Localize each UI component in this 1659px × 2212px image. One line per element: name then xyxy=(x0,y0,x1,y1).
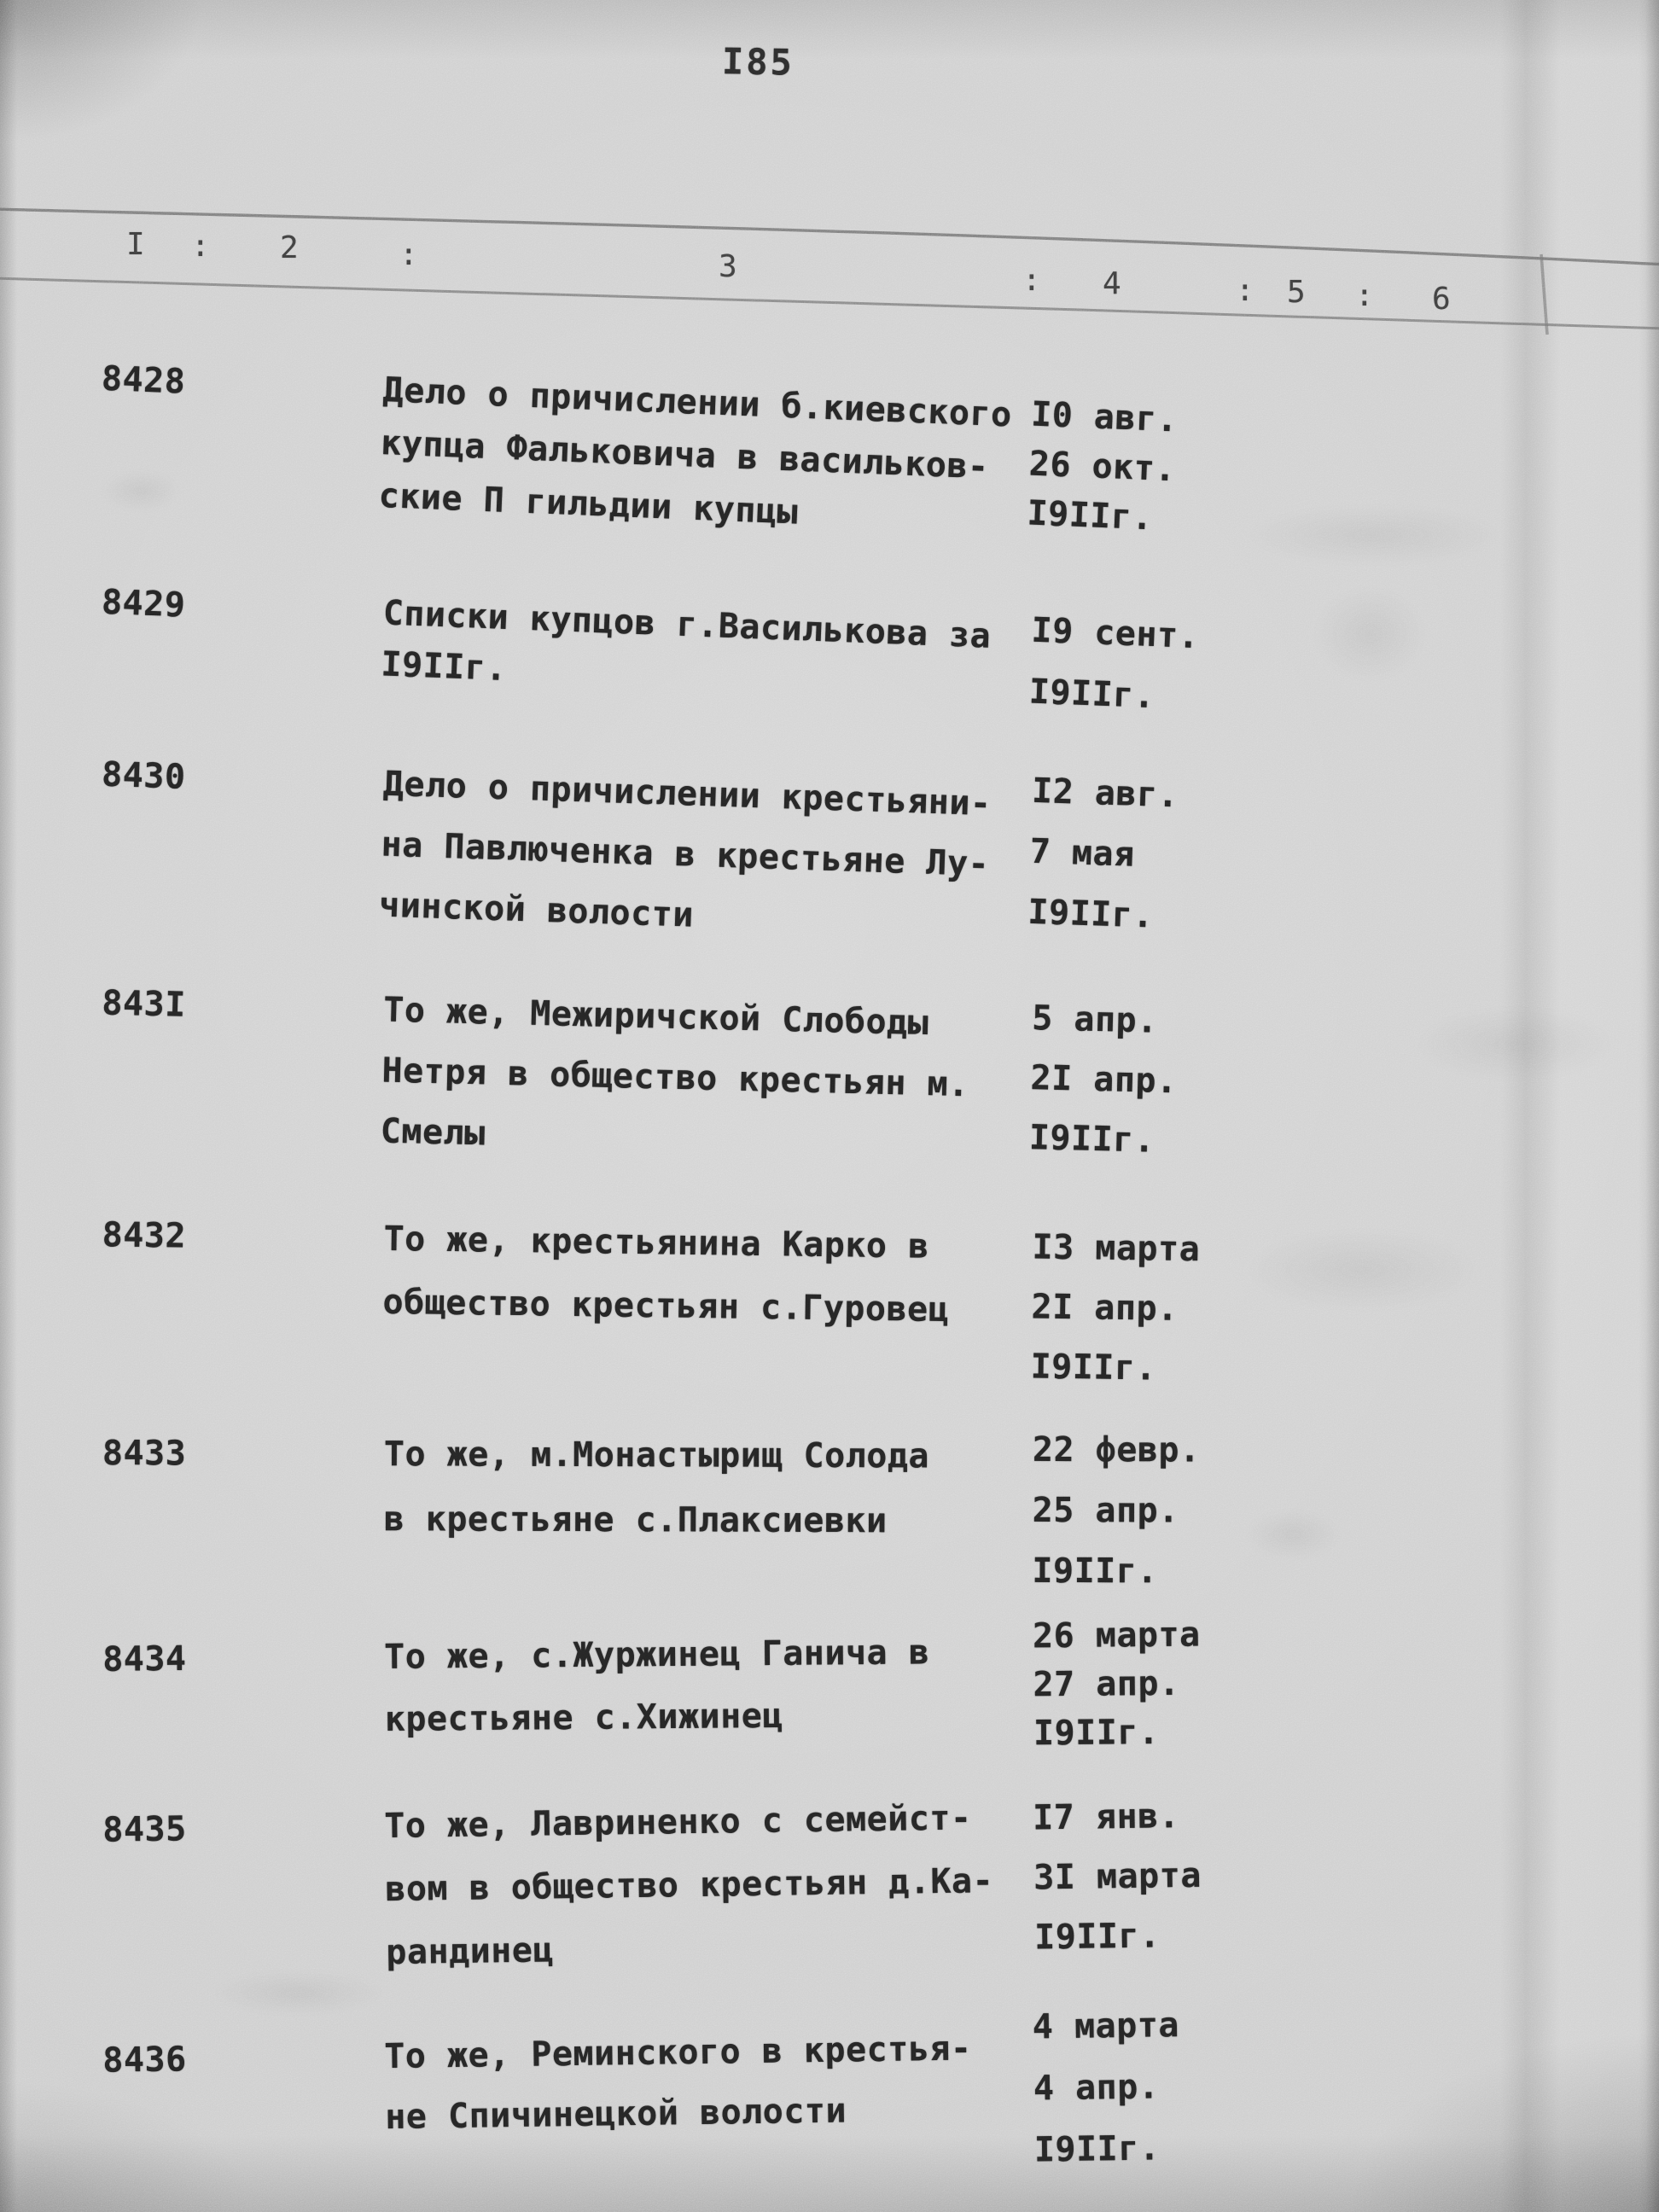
column-separator: : xyxy=(399,237,418,272)
bleedthrough-smudge xyxy=(213,1971,384,2014)
date-line: 2I апр. xyxy=(1030,1058,1179,1102)
file-description xyxy=(383,1435,929,1566)
date-line: I9IIг. xyxy=(1028,1118,1155,1161)
column-header-1: I xyxy=(126,227,145,262)
bleedthrough-smudge xyxy=(1314,587,1425,681)
file-description xyxy=(378,765,992,967)
bleedthrough-smudge xyxy=(102,471,179,510)
date-line: 4 апр. xyxy=(1033,2067,1160,2109)
description-line: То же, м.Монастырищ Солода xyxy=(383,1435,930,1476)
table-row xyxy=(85,1790,1587,1973)
date-line: 5 апр. xyxy=(1031,998,1159,1041)
date-line: I9IIг. xyxy=(1026,493,1154,538)
description-line: Списки купцов г.Василькова за xyxy=(381,593,992,656)
table-row xyxy=(85,1615,1587,1754)
description-line: То же, с.Журжинец Ганича в xyxy=(383,1633,930,1677)
bleedthrough-smudge xyxy=(1246,505,1502,565)
description-line: I9IIг. xyxy=(380,644,508,690)
file-number: 8434 xyxy=(102,1639,187,1679)
column-header-5: 5 xyxy=(1287,275,1306,310)
date-line: I9 сент. xyxy=(1030,610,1201,657)
column-header-3: 3 xyxy=(719,249,737,284)
file-dates xyxy=(1033,1796,1203,1978)
page-number: I85 xyxy=(721,40,795,84)
file-description xyxy=(384,1798,995,1996)
column-header-2: 2 xyxy=(280,230,299,265)
file-dates xyxy=(1030,1227,1201,1409)
date-line: 4 марта xyxy=(1032,2005,1180,2047)
description-line: Смелы xyxy=(380,1111,486,1154)
date-line: 25 апр. xyxy=(1032,1490,1179,1531)
date-line: I9IIг. xyxy=(1033,1713,1160,1754)
description-line: рандинец xyxy=(386,1930,555,1973)
column-header-6: 6 xyxy=(1432,282,1451,317)
file-description xyxy=(380,991,971,1187)
file-number: 8430 xyxy=(101,754,187,797)
description-line: То же, крестьянина Карко в xyxy=(383,1219,930,1266)
file-number: 8428 xyxy=(101,358,187,402)
description-line: вом в общество крестьян д.Ка- xyxy=(384,1861,994,1910)
description-line: на Павлюченка в крестьяне Лу- xyxy=(380,824,990,885)
date-line: I9IIг. xyxy=(1033,2128,1161,2170)
description-line: в крестьяне с.Плаксиевки xyxy=(383,1499,888,1541)
file-dates xyxy=(1033,2005,1182,2192)
file-dates xyxy=(1033,1615,1202,1763)
file-number: 8432 xyxy=(102,1215,187,1256)
file-dates xyxy=(1027,771,1179,958)
date-line: I9IIг. xyxy=(1027,672,1156,717)
description-line: Дело о причислении крестьяни- xyxy=(382,764,992,824)
description-line: купца Фальковича в васильков- xyxy=(380,422,990,487)
description-line: общество крестьян с.Гуровец xyxy=(382,1282,950,1330)
table-row xyxy=(85,1429,1587,1592)
bleedthrough-smudge xyxy=(1246,1229,1476,1311)
date-line: 26 марта xyxy=(1032,1615,1201,1656)
table-row xyxy=(85,983,1586,1161)
date-line: 3I марта xyxy=(1033,1855,1202,1898)
table-row xyxy=(85,358,1586,538)
file-description xyxy=(380,593,992,719)
bleedthrough-smudge xyxy=(1246,1511,1340,1558)
date-line: 26 окт. xyxy=(1028,444,1177,490)
file-description xyxy=(384,2029,973,2159)
file-dates xyxy=(1032,1430,1200,1613)
file-number: 843I xyxy=(101,983,187,1025)
date-line: I3 марта xyxy=(1032,1227,1201,1270)
date-line: I9IIг. xyxy=(1032,1551,1159,1592)
date-line: I0 авг. xyxy=(1030,394,1179,440)
file-number: 8433 xyxy=(102,1434,187,1474)
description-line: Дело о причислении б.киевского xyxy=(381,370,1013,435)
file-number: 8429 xyxy=(101,582,187,626)
table-row xyxy=(85,2005,1587,2170)
table-header-rules xyxy=(0,0,1659,358)
table-row xyxy=(85,754,1586,936)
description-line: То же, Реминского в крестья- xyxy=(383,2029,972,2077)
description-line: крестьяне с.Хижинец xyxy=(384,1696,784,1739)
column-separator: : xyxy=(1236,273,1254,308)
date-line: 2I апр. xyxy=(1031,1287,1179,1329)
date-line: I9IIг. xyxy=(1033,1916,1161,1958)
bleedthrough-smudge xyxy=(1417,1007,1613,1080)
file-dates xyxy=(1028,998,1179,1181)
column-header-4: 4 xyxy=(1103,266,1121,301)
description-line: чинской волости xyxy=(378,885,695,935)
file-number: 8436 xyxy=(102,2040,187,2081)
description-line: не Спичинецкой волости xyxy=(384,2091,847,2138)
file-dates xyxy=(1027,611,1200,740)
description-line: Нетря в общество крестьян м. xyxy=(381,1051,970,1105)
file-dates xyxy=(1026,395,1179,550)
date-line: I9IIг. xyxy=(1030,1347,1157,1388)
column-separator: : xyxy=(191,229,210,264)
description-line: ские П гильдии купцы xyxy=(377,475,799,533)
date-line: I2 авг. xyxy=(1031,771,1179,816)
date-line: I9IIг. xyxy=(1027,892,1155,936)
file-description xyxy=(377,370,1012,554)
date-line: 7 мая xyxy=(1029,831,1136,875)
date-line: I7 янв. xyxy=(1032,1796,1180,1838)
description-line: То же, Межиричской Слободы xyxy=(382,990,929,1044)
date-line: 22 февр. xyxy=(1032,1429,1201,1470)
file-description xyxy=(384,1633,930,1762)
file-number: 8435 xyxy=(102,1809,187,1850)
description-line: То же, Лавриненко с семейст- xyxy=(383,1798,972,1847)
date-line: 27 апр. xyxy=(1033,1663,1180,1705)
file-description xyxy=(382,1220,951,1353)
column-separator: : xyxy=(1355,278,1374,313)
column-separator: : xyxy=(1022,263,1041,298)
